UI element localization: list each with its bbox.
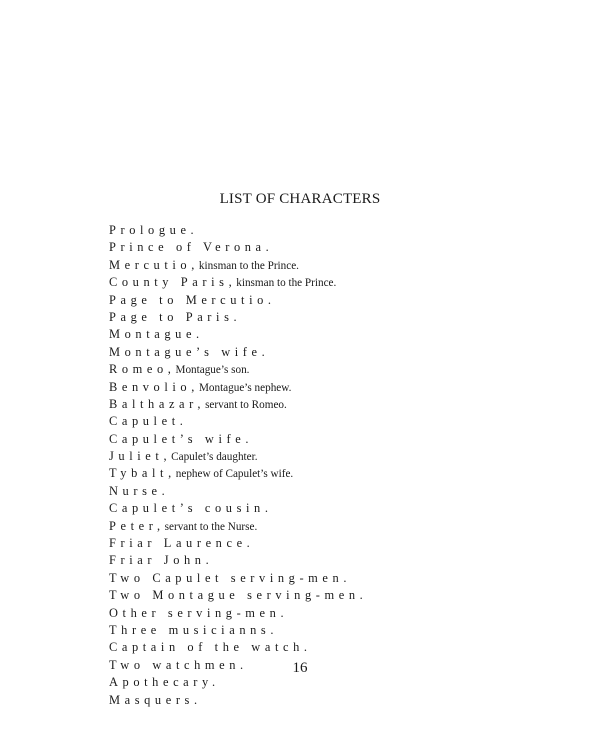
character-name: Benvolio,: [109, 379, 199, 394]
character-description: servant to Romeo.: [205, 398, 287, 411]
character-name: Two watchmen.: [109, 657, 248, 672]
list-item: [109, 413, 579, 430]
character-name: County Paris,: [109, 275, 237, 290]
list-item: [109, 500, 579, 517]
character-name: Two Montague serving-men.: [109, 588, 368, 603]
list-item: [109, 448, 579, 465]
list-item: [109, 361, 579, 378]
character-description: kinsman to the Prince.: [198, 259, 299, 272]
list-item: [109, 292, 579, 309]
character-name: Nurse.: [109, 483, 170, 498]
character-name: Page to Mercutio.: [109, 292, 276, 307]
character-name: Masquers.: [109, 692, 202, 707]
list-item: [109, 257, 579, 274]
list-item: [109, 274, 579, 291]
list-item: [109, 692, 579, 709]
list-item: [109, 309, 579, 326]
character-name: Two Capulet serving-men.: [109, 570, 352, 585]
character-name: Peter,: [109, 518, 165, 533]
character-name: Friar Laurence.: [109, 536, 255, 551]
character-name: Prologue.: [109, 223, 199, 237]
character-name: Mercutio,: [109, 257, 199, 272]
character-name: Montague.: [109, 327, 204, 342]
character-name: Montague’s wife.: [109, 344, 270, 359]
page-title: LIST OF CHARACTERS: [219, 191, 381, 207]
character-name: Capulet.: [109, 414, 188, 429]
list-item: [109, 587, 579, 604]
list-item: [109, 379, 579, 396]
character-description: servant to the Nurse.: [164, 520, 258, 533]
list-item: [109, 431, 579, 448]
character-description: Montague’s nephew.: [198, 381, 292, 394]
list-item: [109, 326, 579, 343]
list-item: [109, 239, 579, 256]
character-name: Tybalt,: [109, 466, 176, 481]
list-item: [109, 222, 579, 239]
character-name: Friar John.: [109, 553, 214, 568]
character-name: Balthazar,: [109, 396, 206, 411]
character-description: kinsman to the Prince.: [236, 277, 337, 290]
list-item: [109, 344, 579, 361]
character-description: Montague’s son.: [175, 364, 250, 377]
character-name: Three musicianns.: [109, 622, 279, 637]
list-item: [109, 552, 579, 569]
character-name: Capulet’s cousin.: [109, 501, 273, 516]
list-item: [109, 483, 579, 500]
character-list: [109, 222, 579, 709]
list-item: [109, 570, 579, 587]
character-description: nephew of Capulet’s wife.: [175, 468, 294, 481]
character-name: Romeo,: [109, 362, 176, 377]
character-name: Other serving-men.: [109, 605, 289, 620]
list-item: [109, 605, 579, 622]
character-name: Juliet,: [109, 449, 172, 464]
list-item: [109, 535, 579, 552]
list-item: [109, 396, 579, 413]
character-name: Page to Paris.: [109, 309, 242, 324]
list-item: [109, 639, 579, 656]
character-name: Capulet’s wife.: [109, 431, 254, 446]
character-description: Capulet’s daughter.: [171, 451, 258, 464]
list-item: [109, 518, 579, 535]
character-name: Prince of Verona.: [109, 240, 274, 255]
page-number: 16: [292, 660, 308, 676]
character-name: Captain of the watch.: [109, 640, 312, 655]
list-item: [109, 622, 579, 639]
character-name: Apothecary.: [109, 675, 220, 690]
list-item: [109, 465, 579, 482]
